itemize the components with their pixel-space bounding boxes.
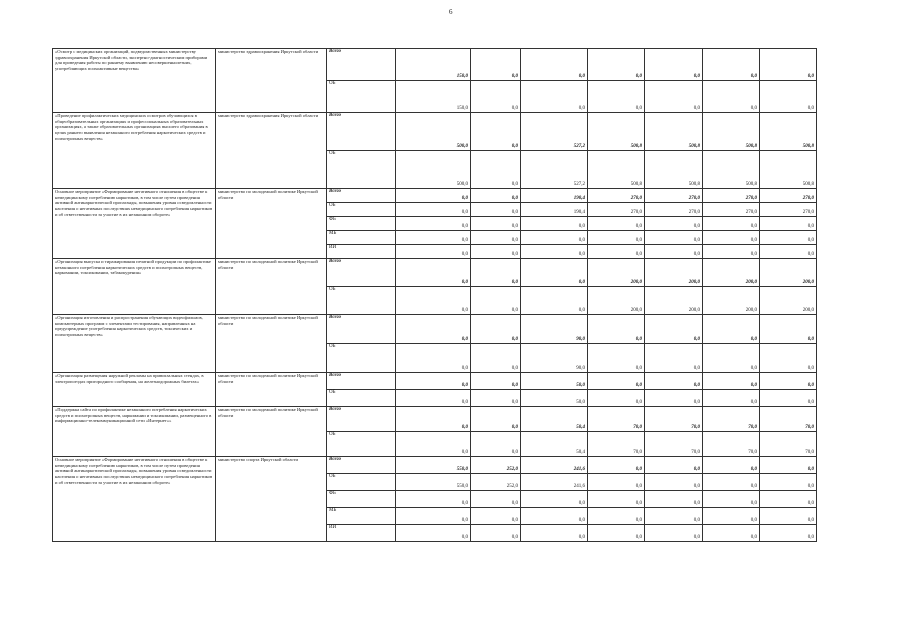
value-cell: 0,0 bbox=[588, 474, 645, 491]
measure-name-cell: «Проведение профилактических медицинских осмотров обучающихся в общеобразовательных организациях и профессиональных образовательных организациях, а также образовательных организациях высшего образования в целях раннего выявления незаконного потребления наркотических средств и психотропных веществ» bbox=[53, 113, 216, 189]
value-cell: 0,0 bbox=[703, 508, 760, 525]
funding-source-cell: ИИ bbox=[327, 525, 396, 542]
funding-source-cell: ОБ bbox=[327, 287, 396, 315]
value-cell: 0,0 bbox=[703, 373, 760, 390]
value-cell: 0,0 bbox=[396, 491, 471, 508]
value-cell: 50,4 bbox=[521, 407, 588, 432]
value-cell: 270,0 bbox=[760, 203, 817, 217]
value-cell: 0,0 bbox=[760, 344, 817, 373]
value-cell: 0,0 bbox=[471, 259, 521, 287]
value-cell: 270,0 bbox=[645, 189, 703, 203]
value-cell: 0,0 bbox=[471, 113, 521, 151]
value-cell: 0,0 bbox=[396, 525, 471, 542]
value-cell: 0,0 bbox=[703, 49, 760, 81]
table-row bbox=[53, 259, 817, 287]
table-row bbox=[53, 49, 817, 81]
value-cell: 0,0 bbox=[396, 373, 471, 390]
value-cell: 0,0 bbox=[588, 49, 645, 81]
executor-cell: министерство спорта Иркутской области bbox=[216, 457, 327, 542]
value-cell: 90,0 bbox=[521, 344, 588, 373]
value-cell: 0,0 bbox=[396, 245, 471, 259]
value-cell: 270,0 bbox=[588, 203, 645, 217]
value-cell: 0,0 bbox=[588, 315, 645, 344]
value-cell: 0,0 bbox=[588, 525, 645, 542]
value-cell: 0,0 bbox=[760, 390, 817, 407]
funding-source-cell: Всего bbox=[327, 49, 396, 81]
value-cell: 0,0 bbox=[588, 373, 645, 390]
budget-table bbox=[52, 48, 817, 542]
value-cell: 0,0 bbox=[396, 432, 471, 457]
value-cell: 70,0 bbox=[760, 432, 817, 457]
value-cell: 0,0 bbox=[588, 217, 645, 231]
value-cell: 0,0 bbox=[471, 203, 521, 217]
value-cell: 241,6 bbox=[521, 457, 588, 474]
value-cell: 0,0 bbox=[645, 474, 703, 491]
funding-source-cell: ОБ bbox=[327, 432, 396, 457]
value-cell: 0,0 bbox=[396, 344, 471, 373]
measure-name-cell: Основное мероприятие «Формирование негативного отношения в обществе к немедицинскому потреблению наркотиков, в том числе путем проведения активной антинаркотической пропаганды, повышения уровня осведомленности населения о негативных последствиях немедицинского потребления наркотиков и об ответственности за участие в их незаконном обороте» bbox=[53, 457, 216, 542]
value-cell: 70,0 bbox=[760, 407, 817, 432]
funding-source-cell: Всего bbox=[327, 373, 396, 390]
value-cell: 0,0 bbox=[521, 231, 588, 245]
value-cell: 0,0 bbox=[471, 344, 521, 373]
value-cell: 200,0 bbox=[760, 287, 817, 315]
value-cell: 0,0 bbox=[588, 81, 645, 113]
value-cell: 0,0 bbox=[396, 508, 471, 525]
value-cell: 200,0 bbox=[760, 259, 817, 287]
value-cell: 0,0 bbox=[760, 49, 817, 81]
value-cell: 0,0 bbox=[760, 231, 817, 245]
value-cell: 0,0 bbox=[521, 217, 588, 231]
value-cell: 0,0 bbox=[471, 525, 521, 542]
value-cell: 0,0 bbox=[645, 81, 703, 113]
funding-source-cell: Всего bbox=[327, 457, 396, 474]
value-cell: 0,0 bbox=[645, 525, 703, 542]
measure-name-cell: Основное мероприятие «Формирование негативного отношения в обществе к немедицинскому потреблению наркотиков, в том числе путем проведения активной антинаркотической пропаганды, повышения уровня осведомленности населения о негативных последствиях немедицинского потребления наркотиков и об ответственности за участие в их незаконном обороте» bbox=[53, 189, 216, 259]
value-cell: 0,0 bbox=[396, 407, 471, 432]
value-cell: 500,8 bbox=[703, 151, 760, 189]
value-cell: 0,0 bbox=[471, 407, 521, 432]
measure-name-cell: «Поддержка сайта по профилактике незаконного потребления наркотических средств и психотропных веществ, наркомании и токсикомании, размещенного в информационно-телекоммуникационной сети «Интернет»» bbox=[53, 407, 216, 457]
value-cell: 70,0 bbox=[645, 432, 703, 457]
executor-cell: министерство по молодежной политике Иркутской области bbox=[216, 373, 327, 407]
value-cell: 0,0 bbox=[471, 390, 521, 407]
value-cell: 500,0 bbox=[396, 151, 471, 189]
value-cell: 500,8 bbox=[703, 113, 760, 151]
value-cell: 0,0 bbox=[703, 491, 760, 508]
value-cell: 0,0 bbox=[521, 491, 588, 508]
value-cell: 241,6 bbox=[521, 474, 588, 491]
funding-source-cell: ОБ bbox=[327, 151, 396, 189]
value-cell: 527,2 bbox=[521, 151, 588, 189]
value-cell: 0,0 bbox=[760, 373, 817, 390]
value-cell: 0,0 bbox=[471, 315, 521, 344]
value-cell: 0,0 bbox=[588, 390, 645, 407]
value-cell: 0,0 bbox=[703, 457, 760, 474]
value-cell: 0,0 bbox=[588, 457, 645, 474]
table-row bbox=[53, 407, 817, 432]
value-cell: 0,0 bbox=[645, 344, 703, 373]
value-cell: 0,0 bbox=[760, 474, 817, 491]
value-cell: 200,0 bbox=[703, 287, 760, 315]
measure-name-cell: «Организация выпуска и тиражирования печатной продукции по профилактике незаконного потребления наркотических средств и психотропных веществ, наркомании, токсикомании, табакокурения» bbox=[53, 259, 216, 315]
value-cell: 150,0 bbox=[396, 49, 471, 81]
value-cell: 70,0 bbox=[588, 407, 645, 432]
value-cell: 500,0 bbox=[396, 113, 471, 151]
value-cell: 0,0 bbox=[471, 81, 521, 113]
value-cell: 90,0 bbox=[521, 315, 588, 344]
value-cell: 200,0 bbox=[703, 259, 760, 287]
value-cell: 0,0 bbox=[521, 508, 588, 525]
value-cell: 0,0 bbox=[703, 474, 760, 491]
value-cell: 500,8 bbox=[760, 151, 817, 189]
value-cell: 0,0 bbox=[471, 189, 521, 203]
page-number: 6 bbox=[449, 8, 453, 16]
value-cell: 190,4 bbox=[521, 203, 588, 217]
value-cell: 500,8 bbox=[588, 151, 645, 189]
value-cell: 550,0 bbox=[396, 457, 471, 474]
funding-source-cell: Всего bbox=[327, 189, 396, 203]
executor-cell: министерство по молодежной политике Иркутской области bbox=[216, 407, 327, 457]
value-cell: 0,0 bbox=[703, 217, 760, 231]
table-row bbox=[53, 189, 817, 203]
value-cell: 0,0 bbox=[703, 231, 760, 245]
table-row bbox=[53, 457, 817, 474]
value-cell: 0,0 bbox=[521, 245, 588, 259]
measure-name-cell: «Организация размещения наружной рекламы на привокзальных стендах, в электропоездах пригородного сообщения, на железнодорожных билетах» bbox=[53, 373, 216, 407]
value-cell: 252,0 bbox=[471, 474, 521, 491]
value-cell: 270,0 bbox=[645, 203, 703, 217]
value-cell: 0,0 bbox=[703, 81, 760, 113]
funding-source-cell: Всего bbox=[327, 315, 396, 344]
value-cell: 0,0 bbox=[703, 525, 760, 542]
value-cell: 0,0 bbox=[588, 344, 645, 373]
value-cell: 0,0 bbox=[396, 203, 471, 217]
value-cell: 500,8 bbox=[760, 113, 817, 151]
value-cell: 0,0 bbox=[760, 457, 817, 474]
value-cell: 0,0 bbox=[588, 491, 645, 508]
value-cell: 200,0 bbox=[645, 287, 703, 315]
value-cell: 0,0 bbox=[471, 432, 521, 457]
table-row bbox=[53, 315, 817, 344]
value-cell: 0,0 bbox=[471, 49, 521, 81]
value-cell: 0,0 bbox=[396, 189, 471, 203]
value-cell: 0,0 bbox=[396, 390, 471, 407]
value-cell: 50,4 bbox=[521, 432, 588, 457]
value-cell: 0,0 bbox=[521, 287, 588, 315]
value-cell: 0,0 bbox=[703, 245, 760, 259]
measure-name-cell: «Организация изготовления и распространения обучающих видеофильмов, компьютерных программ с элементами тестирования, направленных на предупреждение употребления наркотических средств, токсических и психотропных веществ» bbox=[53, 315, 216, 373]
value-cell: 0,0 bbox=[645, 315, 703, 344]
value-cell: 270,0 bbox=[588, 189, 645, 203]
value-cell: 527,2 bbox=[521, 113, 588, 151]
value-cell: 0,0 bbox=[471, 245, 521, 259]
funding-source-cell: Всего bbox=[327, 407, 396, 432]
funding-source-cell: ОБ bbox=[327, 81, 396, 113]
funding-source-cell: ОБ bbox=[327, 474, 396, 491]
value-cell: 0,0 bbox=[760, 245, 817, 259]
value-cell: 70,0 bbox=[588, 432, 645, 457]
value-cell: 0,0 bbox=[588, 245, 645, 259]
value-cell: 0,0 bbox=[760, 525, 817, 542]
value-cell: 270,0 bbox=[760, 189, 817, 203]
value-cell: 50,0 bbox=[521, 373, 588, 390]
value-cell: 0,0 bbox=[471, 151, 521, 189]
value-cell: 0,0 bbox=[645, 231, 703, 245]
value-cell: 0,0 bbox=[760, 315, 817, 344]
value-cell: 0,0 bbox=[521, 81, 588, 113]
value-cell: 0,0 bbox=[645, 373, 703, 390]
value-cell: 0,0 bbox=[396, 287, 471, 315]
executor-cell: министерство по молодежной политике Иркутской области bbox=[216, 259, 327, 315]
value-cell: 550,0 bbox=[396, 474, 471, 491]
value-cell: 0,0 bbox=[471, 508, 521, 525]
value-cell: 270,0 bbox=[703, 203, 760, 217]
value-cell: 150,0 bbox=[396, 81, 471, 113]
value-cell: 0,0 bbox=[471, 287, 521, 315]
value-cell: 0,0 bbox=[703, 344, 760, 373]
value-cell: 0,0 bbox=[645, 457, 703, 474]
funding-source-cell: Всего bbox=[327, 259, 396, 287]
funding-source-cell: ОБ bbox=[327, 390, 396, 407]
value-cell: 500,8 bbox=[588, 113, 645, 151]
value-cell: 200,0 bbox=[588, 287, 645, 315]
value-cell: 0,0 bbox=[471, 373, 521, 390]
value-cell: 0,0 bbox=[521, 525, 588, 542]
value-cell: 0,0 bbox=[645, 390, 703, 407]
value-cell: 0,0 bbox=[760, 508, 817, 525]
value-cell: 252,0 bbox=[471, 457, 521, 474]
value-cell: 0,0 bbox=[645, 491, 703, 508]
value-cell: 0,0 bbox=[471, 231, 521, 245]
funding-source-cell: ФБ bbox=[327, 491, 396, 508]
value-cell: 0,0 bbox=[588, 231, 645, 245]
value-cell: 70,0 bbox=[703, 432, 760, 457]
value-cell: 0,0 bbox=[760, 81, 817, 113]
value-cell: 0,0 bbox=[396, 259, 471, 287]
value-cell: 0,0 bbox=[588, 508, 645, 525]
funding-source-cell: ИИ bbox=[327, 245, 396, 259]
value-cell: 0,0 bbox=[645, 245, 703, 259]
executor-cell: министерство здравоохранения Иркутской области bbox=[216, 49, 327, 113]
funding-source-cell: ОБ bbox=[327, 344, 396, 373]
value-cell: 0,0 bbox=[760, 491, 817, 508]
funding-source-cell: МБ bbox=[327, 508, 396, 525]
table-row bbox=[53, 113, 817, 151]
executor-cell: министерство по молодежной политике Иркутской области bbox=[216, 315, 327, 373]
value-cell: 0,0 bbox=[703, 390, 760, 407]
value-cell: 0,0 bbox=[645, 508, 703, 525]
funding-source-cell: ФБ bbox=[327, 217, 396, 231]
executor-cell: министерство здравоохранения Иркутской области bbox=[216, 113, 327, 189]
value-cell: 500,8 bbox=[645, 113, 703, 151]
value-cell: 270,0 bbox=[703, 189, 760, 203]
value-cell: 0,0 bbox=[396, 315, 471, 344]
value-cell: 0,0 bbox=[645, 49, 703, 81]
value-cell: 0,0 bbox=[396, 217, 471, 231]
value-cell: 0,0 bbox=[396, 231, 471, 245]
value-cell: 50,0 bbox=[521, 390, 588, 407]
value-cell: 200,0 bbox=[588, 259, 645, 287]
value-cell: 70,0 bbox=[703, 407, 760, 432]
value-cell: 0,0 bbox=[471, 217, 521, 231]
value-cell: 0,0 bbox=[521, 49, 588, 81]
value-cell: 0,0 bbox=[645, 217, 703, 231]
funding-source-cell: Всего bbox=[327, 113, 396, 151]
value-cell: 0,0 bbox=[471, 491, 521, 508]
measure-name-cell: «Осмотр с медицинских организаций, подведомственных министерству здравоохранения Иркутской области, экспертно-диагностическим приборами для проведения работы по раннему выявлению несовершеннолетних, употребляющих психоактивные вещества» bbox=[53, 49, 216, 113]
table-row bbox=[53, 373, 817, 390]
funding-source-cell: МБ bbox=[327, 231, 396, 245]
value-cell: 70,0 bbox=[645, 407, 703, 432]
executor-cell: министерство по молодежной политике Иркутской области bbox=[216, 189, 327, 259]
value-cell: 0,0 bbox=[703, 315, 760, 344]
funding-source-cell: ОБ bbox=[327, 203, 396, 217]
value-cell: 0,0 bbox=[760, 217, 817, 231]
value-cell: 190,4 bbox=[521, 189, 588, 203]
value-cell: 500,8 bbox=[645, 151, 703, 189]
value-cell: 200,0 bbox=[645, 259, 703, 287]
value-cell: 0,0 bbox=[521, 259, 588, 287]
